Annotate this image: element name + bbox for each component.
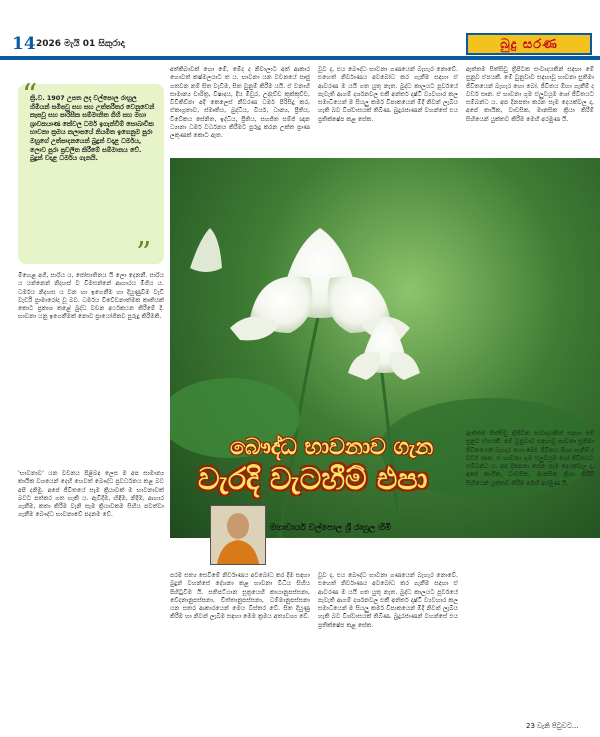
- masthead-text: බුදු සරණ: [500, 36, 558, 52]
- column-left-low: [18, 470, 164, 720]
- author-photo: [210, 505, 266, 565]
- continued-note: 23 වැනි පිටුවට...: [526, 722, 579, 730]
- masthead-logo: [466, 33, 592, 55]
- paragraph: ඇත්තම සිත්සිඩු ත්‍රිපිටක සංවාදයකින් සඳහා මේ සුනුව ඒපයකී. මේ වුනුවාව සඳහාවූ භාවනා සුතිමා ජීවිතයෙන් බැහැර හො බෝ. ජීවිතය ඕහා ගැනීම් ද වර්ඩ සෘන. ඒ භාවනා ගුම ඒලුවයූම ශෝ ජීවිතයට සම්බන්ධ ය. අප දිනපතා කරන සෑම දෙයක්වල ද, අපේ කායික, වාචසික, මානසික ක්‍රියා කිරීම් සිහියෙන් යුක්තව කිරීම මෙහි අරමුණ යි.: [466, 66, 594, 123]
- paragraph: ඇත්තම සිත්සිඩු ත්‍රිපිටක සංවාදයකින් සඳහා මේ සුනුව ඒපයකී. මේ වුනුවාව සඳහාවූ භාවනා සුතිමා ජීවිතයෙන් බැහැර හො බෝ. ජීවිතය ඕහා ගැනීම් ද වර්ඩ සෘන. ඒ භාවනා ගුම ඒලුවයූම ශෝ ජීවිතයට සම්බන්ධ ය. අප දිනපතා කරන සෑම දෙයක්වල ද, අපේ කායික, වාචසික, මානසික ක්‍රියා කිරීම් සිහියෙන් යුක්තව කිරීම මෙහි අරමුණ යි.: [466, 430, 594, 487]
- quote-open-icon: “: [22, 78, 38, 113]
- column-2-top: [318, 66, 458, 156]
- column-3-top: [466, 66, 594, 166]
- header-rule: [0, 56, 600, 60]
- issue-date: 2026 මැයි 01 සිකුරාදා: [36, 39, 125, 49]
- paragraph: වූව ද, එය බෞද්ධ භාවනා ගණයෙන් බැහැර නොවේ. එහෙත් නිර්වාණය අවබෝධ කර ගැනීම සඳහා ඒ ආවරණ ම යයි ගත යුතු නැත. බුද්ධ කාලයට පූර්වයේ පැවැති ආගම් දර්ශනවල එකී අන්තර් දෘෂ්ටි ව්‍යවහාර කල සමාධියෙන් ම සියලු කර්ම විපාකයෙන් මිදී නිවන් ලැබීය හැකි බව විශ්වාසයක් තිබිණ. බුදුරජාණන් වහන්සේ එය ප්‍රතික්ෂේප කළ සේක.: [318, 66, 458, 123]
- column-2-low: [170, 572, 310, 720]
- article-title-line-1: බෞද්ධ භාවනාව ගැන: [230, 435, 434, 460]
- quote-close-icon: ”: [136, 236, 152, 271]
- page-header: [0, 0, 600, 56]
- paragraph: අත්කිබාවක් හො මේ, මේද ද නිවාලාට අත් ආකාර හොවත් කෂ්මලයාට ත ය. භාවනා යන වචනයේ සෘජු ගතවන නම් සිත වැඩීම, සිත වුනුම් කිරීම යයි. ඒ වනාහි සාමාන්‍ය චාරිත්‍ර, විෂාදය, දීය මිඩුර, උද්දච්ච කුක්කුච්ච, විචිකිච්ඡා අදී කෙලෙස් නීවරණ ධර්ම පිරිසිදු කර, ඒකාග්‍රතාව, ස්මෘතිය, බුද්ධිය, වීර්ය, ධාන්‍ය, ප්‍රීතිය, විවේකය සේනිත, ඉද්ධිය, ප්‍රීතිය, සහජිත සම්ජ් ඥාන ධ්‍යානා ධර්ම වර්ධනය කිරීමට පුරුදු කරන උක්ත ප්‍රාණ ලකුණක් කොට ඇත.: [170, 66, 310, 140]
- byline: මහාචාර්ය වල්පොල ශ්‍රී රාහුල හිමි: [270, 523, 391, 533]
- column-left-mid: [18, 272, 164, 462]
- paragraph: පරම සත්‍ය සෙවීමේ නිර්වාණය අවබෝධ කර දීම සඳහා බුදුන් වහන්සේ දේශනා කළ භාවනා විධිය සිහිය පිහිටුවීම යි. සතිපට්ඨාන සූත්‍රයෙහි කායානුපස්සනා, වේදනානුපස්සනා, චිත්තානුපස්සනා, ධම්මානුපස්සනා යන සතර ආකාරයෙන් මෙය විස්තර වේ. සිත දියුණු කිරීම හා නිවන් ලැබීම සඳහා මෙම ක්‍රමය අත්‍යවශ්‍ය වේ.: [170, 572, 310, 621]
- column-right-low: [466, 430, 594, 720]
- paragraph: මිහෙළ අගී, සාරිය ය, ජෝසාතිනය යි ලො දෙනනී. සාරිය ය යන්නෙන් නිදහස් ව විමසන්නේ ආහාරය මිගිය ය. ධර්මය නිදහස ය වන හා ඉගෙනීම හා දියුණුවීම වැඩි වැර්ඩි ප්‍රාමාරෝද වූ බව. ධර්මය විවේචනාත්මක කෘතියක් කොට ප්‍රකාශ කළේ බුද්ධ වචන අර්ථකථන කිරීමේ දී. භාවනා යනු ඉගෙනීමක් නොව ප්‍රායෝගිකව පුරුදු කිරීමකි.: [18, 272, 164, 321]
- paragraph: 'භාවනාව' යන වචනය පිළිබඳ ලෙස ම අප සාමාන්‍ය කායික වශයෙන් දෙහි හෙවත් බෞද්ධ ප්‍රවර්ධනය කළ බව අපි දනිමු. අපේ ජීවිතයේ සෑම ක්‍රියාවක් ම භාවනාවක් බවට පත්කර ගත හැකි ය. ඇවිදීම, හිඳීම, නිදීම, ආහාර ගැනීම, කතා කිරීම වැනි සෑම ක්‍රියාවකම සිහිය පවත්වා ගැනීම බෞද්ධ භාවනාවේ පදනම වේ.: [18, 470, 164, 519]
- column-3-low: [318, 572, 458, 720]
- article-title-line-2: වැරදි වැටහීම් එපා: [198, 462, 428, 497]
- paragraph: වූව ද, එය බෞද්ධ භාවනා ගණයෙන් බැහැර නොවේ. එහෙත් නිර්වාණය අවබෝධ කර ගැනීම සඳහා ඒ ආවරණ ම යයි ගත යුතු නැත. බුද්ධ කාලයට පූර්වයේ පැවැති ආගම් දර්ශනවල එකී අන්තර් දෘෂ්ටි ව්‍යවහාර කල සමාධියෙන් ම සියලු කර්ම විපාකයෙන් මිදී නිවන් ලැබීය හැකි බව විශ්වාසයක් තිබිණ. බුදුරජාණන් වහන්සේ එය ප්‍රතික්ෂේප කළ සේක.: [318, 572, 458, 629]
- intro-text: ක්‍රි.ව. 1907 උපත ලද වල්පොල රාහුල හිමියන් සමීපවූ සහ සහ උත්තරීතර වෙනුවෙන් කැපවූ සහ පාරිසීක සම්මානිත ගිහි සහ මහා ශ්‍රාවකයාණ කේවල ධර්ම ඉගැන්වීම් සොබාවික භාවනා ක්‍රමය කලාපයේ නියමිත ඉගෙනුම පුරා ඔහුගේ උත්පාදනයෙන් බුදුන් වදාළ ධර්මය, ලොව පුරා ප්‍රචලිත කිරීමේ සම්මානය වේ. බුදුන් වදාළ ධර්මය ගැනයි.: [30, 94, 155, 163]
- lotus-bud: [190, 228, 222, 272]
- page-number: 14: [12, 34, 36, 54]
